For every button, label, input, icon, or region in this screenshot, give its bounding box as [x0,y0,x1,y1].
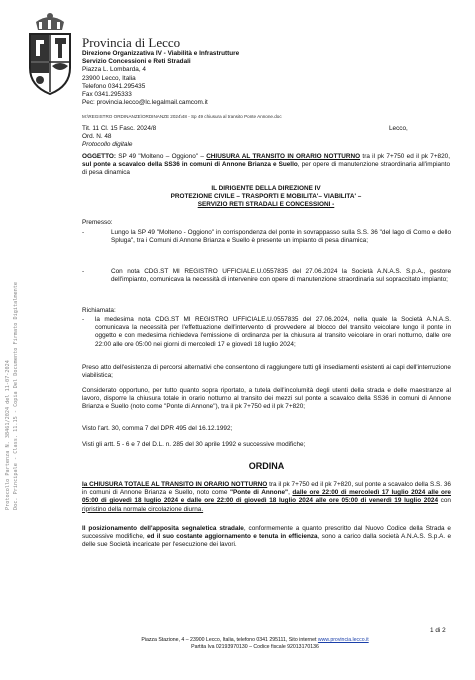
signage-part-1: Il posizionamento dell'apposita segnaletica stradale [82,525,244,532]
dash-bullet: - [82,316,85,323]
signage-part-3: ed il suo costante aggiornamento e tenuta in efficienza [146,533,318,541]
richiamata-label: Richiamata: [82,307,116,314]
side-protocol-stamp [3,190,29,510]
director-line-3: SERVIZIO RETI STRADALI E CONCESSIONI - [197,201,335,209]
richiamata-item: la medesima nota CDG.ST MI REGISTRO UFFICIALE.U.0557835 del 27.06.2024, nella quale la Società A.N.A.S. comunicava la necessità per l'effettuazione dell'intervento di provvedere al blocco del transito veicolare lungo il ponte in oggetto e con medesima richiedeva l'emissione di ordinanza per la chiusura al transito veicolare in orari notturno, dalle ore 22:00 alle ore 05:00 nei giorni di mercoledì 17 e giovedì 18 luglio 2024; [95,316,451,348]
preso-atto-paragraph: Preso atto dell'esistenza di percorsi alternativi che consentono di raggiungere tutti gli insediamenti esistenti ai capi dell'interruzione viabilistica; [82,364,451,380]
protocol-block [82,125,232,150]
subject-text-e: , per opere di manutenzione straordinaria all'impianto di pesa dinamica [82,161,450,177]
pec-address: Pec: provincia.lecco@lc.legalmail.camcom.it [82,99,208,107]
order-part-5: dalle ore 22:00 di mercoledì 17 luglio 2024 alle ore 05:00 di giovedì 18 luglio 2024 e dalle ore 22:00 di giovedì 18 luglio 2024 alle ore 05:00 di venerdì 19 luglio 2024 [82,489,451,505]
order-paragraph [82,481,451,514]
order-part-7: ripristino della normale circolazione diurna. [82,505,204,513]
signage-part-2: , conformemente a quanto prescritto dal Nuovo Codice della Strada e successive modifiche, [82,525,451,541]
order-part-2: tra il pk 7+750 ed il pk 7+820, sul ponte a scavalco della S.S. 36 in comuni di Annone Brianza e Suello, noto come [82,481,451,497]
coat-of-arms-logo [22,10,78,98]
premesso-item-1: Lungo la SP 49 "Molteno - Oggiono" in corrispondenza del ponte in sovrappasso sulla S.S. 36 "del lago di Como e dello Spluga", tra i Comuni di Annone Brianza e Suello è presente un impianto di pesa dinamica; [111,229,451,245]
order-part-1: la CHIUSURA TOTALE AL TRANSITO IN ORARIO NOTTURNO [82,481,268,488]
ordinance-number: Ord. N. 48 [82,133,112,141]
service-name: Servizio Concessioni e Reti Stradali [82,58,191,66]
premesso-label: Premesso: [82,219,113,226]
footer-line-1 [60,637,450,644]
page-number: 1 di 2 [430,627,446,634]
side-stamp-line-2: Doc. Principale - Class. 11.15 - Copia Del Documento Firmato Digitalmente [13,282,19,510]
footer [60,637,450,651]
fax-number: Fax 0341.295333 [82,91,132,99]
dash-bullet: - [82,268,85,275]
subject-label: OGGETTO: [82,153,116,160]
dash-bullet: - [82,229,85,236]
footer-website-link[interactable]: www.provincia.lecco.it [317,637,369,643]
ordina-heading: ORDINA [248,461,285,471]
directorate-name: Direzione Organizzativa IV - Viabilità e Infrastrutture [82,50,240,57]
signage-part-4: , sono a carico dalla società A.N.A.S. S.p.A. e delle sue Società incaricate per l'esecuzione dei lavori. [82,533,452,549]
considerato-paragraph: Considerato opportuno, per tutto quanto sopra riportato, a tutela dell'incolumità degli utenti della strada e delle maestranze al lavoro, disporre la chiusura totale in orario notturno al transito dei mezzi sul ponte a scavalco della SS36 in comuni di Annone Brianza e Suello (noto come "Ponte di Annone"), tra il pk 7+750 ed il pk 7+820; [82,387,451,411]
file-reference: M:\REGISTRO ORDINANZE\ORDINANZE 2024\48 - Sp 49 chiusura al transito Ponte Annone.doc [82,114,282,119]
visto-paragraph: Visto l'art. 30, comma 7 del DPR 495 del 16.12.1992; [82,425,233,432]
subject-text-a: SP 49 "Molteno – Oggiono" – [115,153,207,160]
classification-line: Tit. 11 Cl. 15 Fasc. 2024/8 [82,125,157,132]
protocol-digital-label: Protocollo digitale [82,141,133,149]
order-part-4: , [288,489,293,497]
phone-number: Telefono 0341.295435 [82,82,146,90]
order-part-6: con [438,497,451,505]
agency-name: Provincia di Lecco [82,35,181,50]
director-line-1: IL DIRIGENTE DELLA DIREZIONE IV [211,185,321,192]
order-part-3: "Ponte di Annone" [229,489,289,497]
premesso-item-2: Con nota CDG.ST MI REGISTRO UFFICIALE.U.0557835 del 27.06.2024 la Società A.N.A.S. S.p.A., gestore dell'impianto, comunicava la necessità di intervenire con opere di manutenzione straordinaria sul sopraccitato impianto; [111,268,451,284]
signage-paragraph [82,525,451,550]
subject-text-b: CHIUSURA AL TRANSITO IN ORARIO NOTTURNO [206,153,361,160]
address-line-1: Piazza L. Lombarda, 4 [82,66,146,74]
visti-paragraph: Visti gli artt. 5 - 6 e 7 del D.L. n. 285 del 30 aprile 1992 e successive modifiche; [82,441,306,448]
director-line-2: PROTEZIONE CIVILE – TRASPORTI E MOBILITA'– VIABILITA' – [170,193,362,201]
letterhead [82,36,302,107]
footer-address: Piazza Stazione, 4 – 23900 Lecco, Italia, telefono 0341 295111, Sito internet [141,637,318,643]
side-stamp-line-1: Protocollo Partenza N. 38461/2024 del 11-07-2024 [5,360,11,510]
subject-text-c: tra il pk 7+750 ed il pk 7+820, [360,153,450,160]
subject-paragraph [82,153,450,178]
subject-text-d: sul ponte a scavalco della SS36 in comuni di Annone Brianza e Suello [82,161,298,169]
address-line-2: 23900 Lecco, Italia [82,74,136,82]
footer-line-2: Partita Iva 02193970130 – Codice fiscale 92013170136 [191,644,319,650]
city-date-label: Lecco, [389,125,408,132]
director-heading [82,185,450,210]
